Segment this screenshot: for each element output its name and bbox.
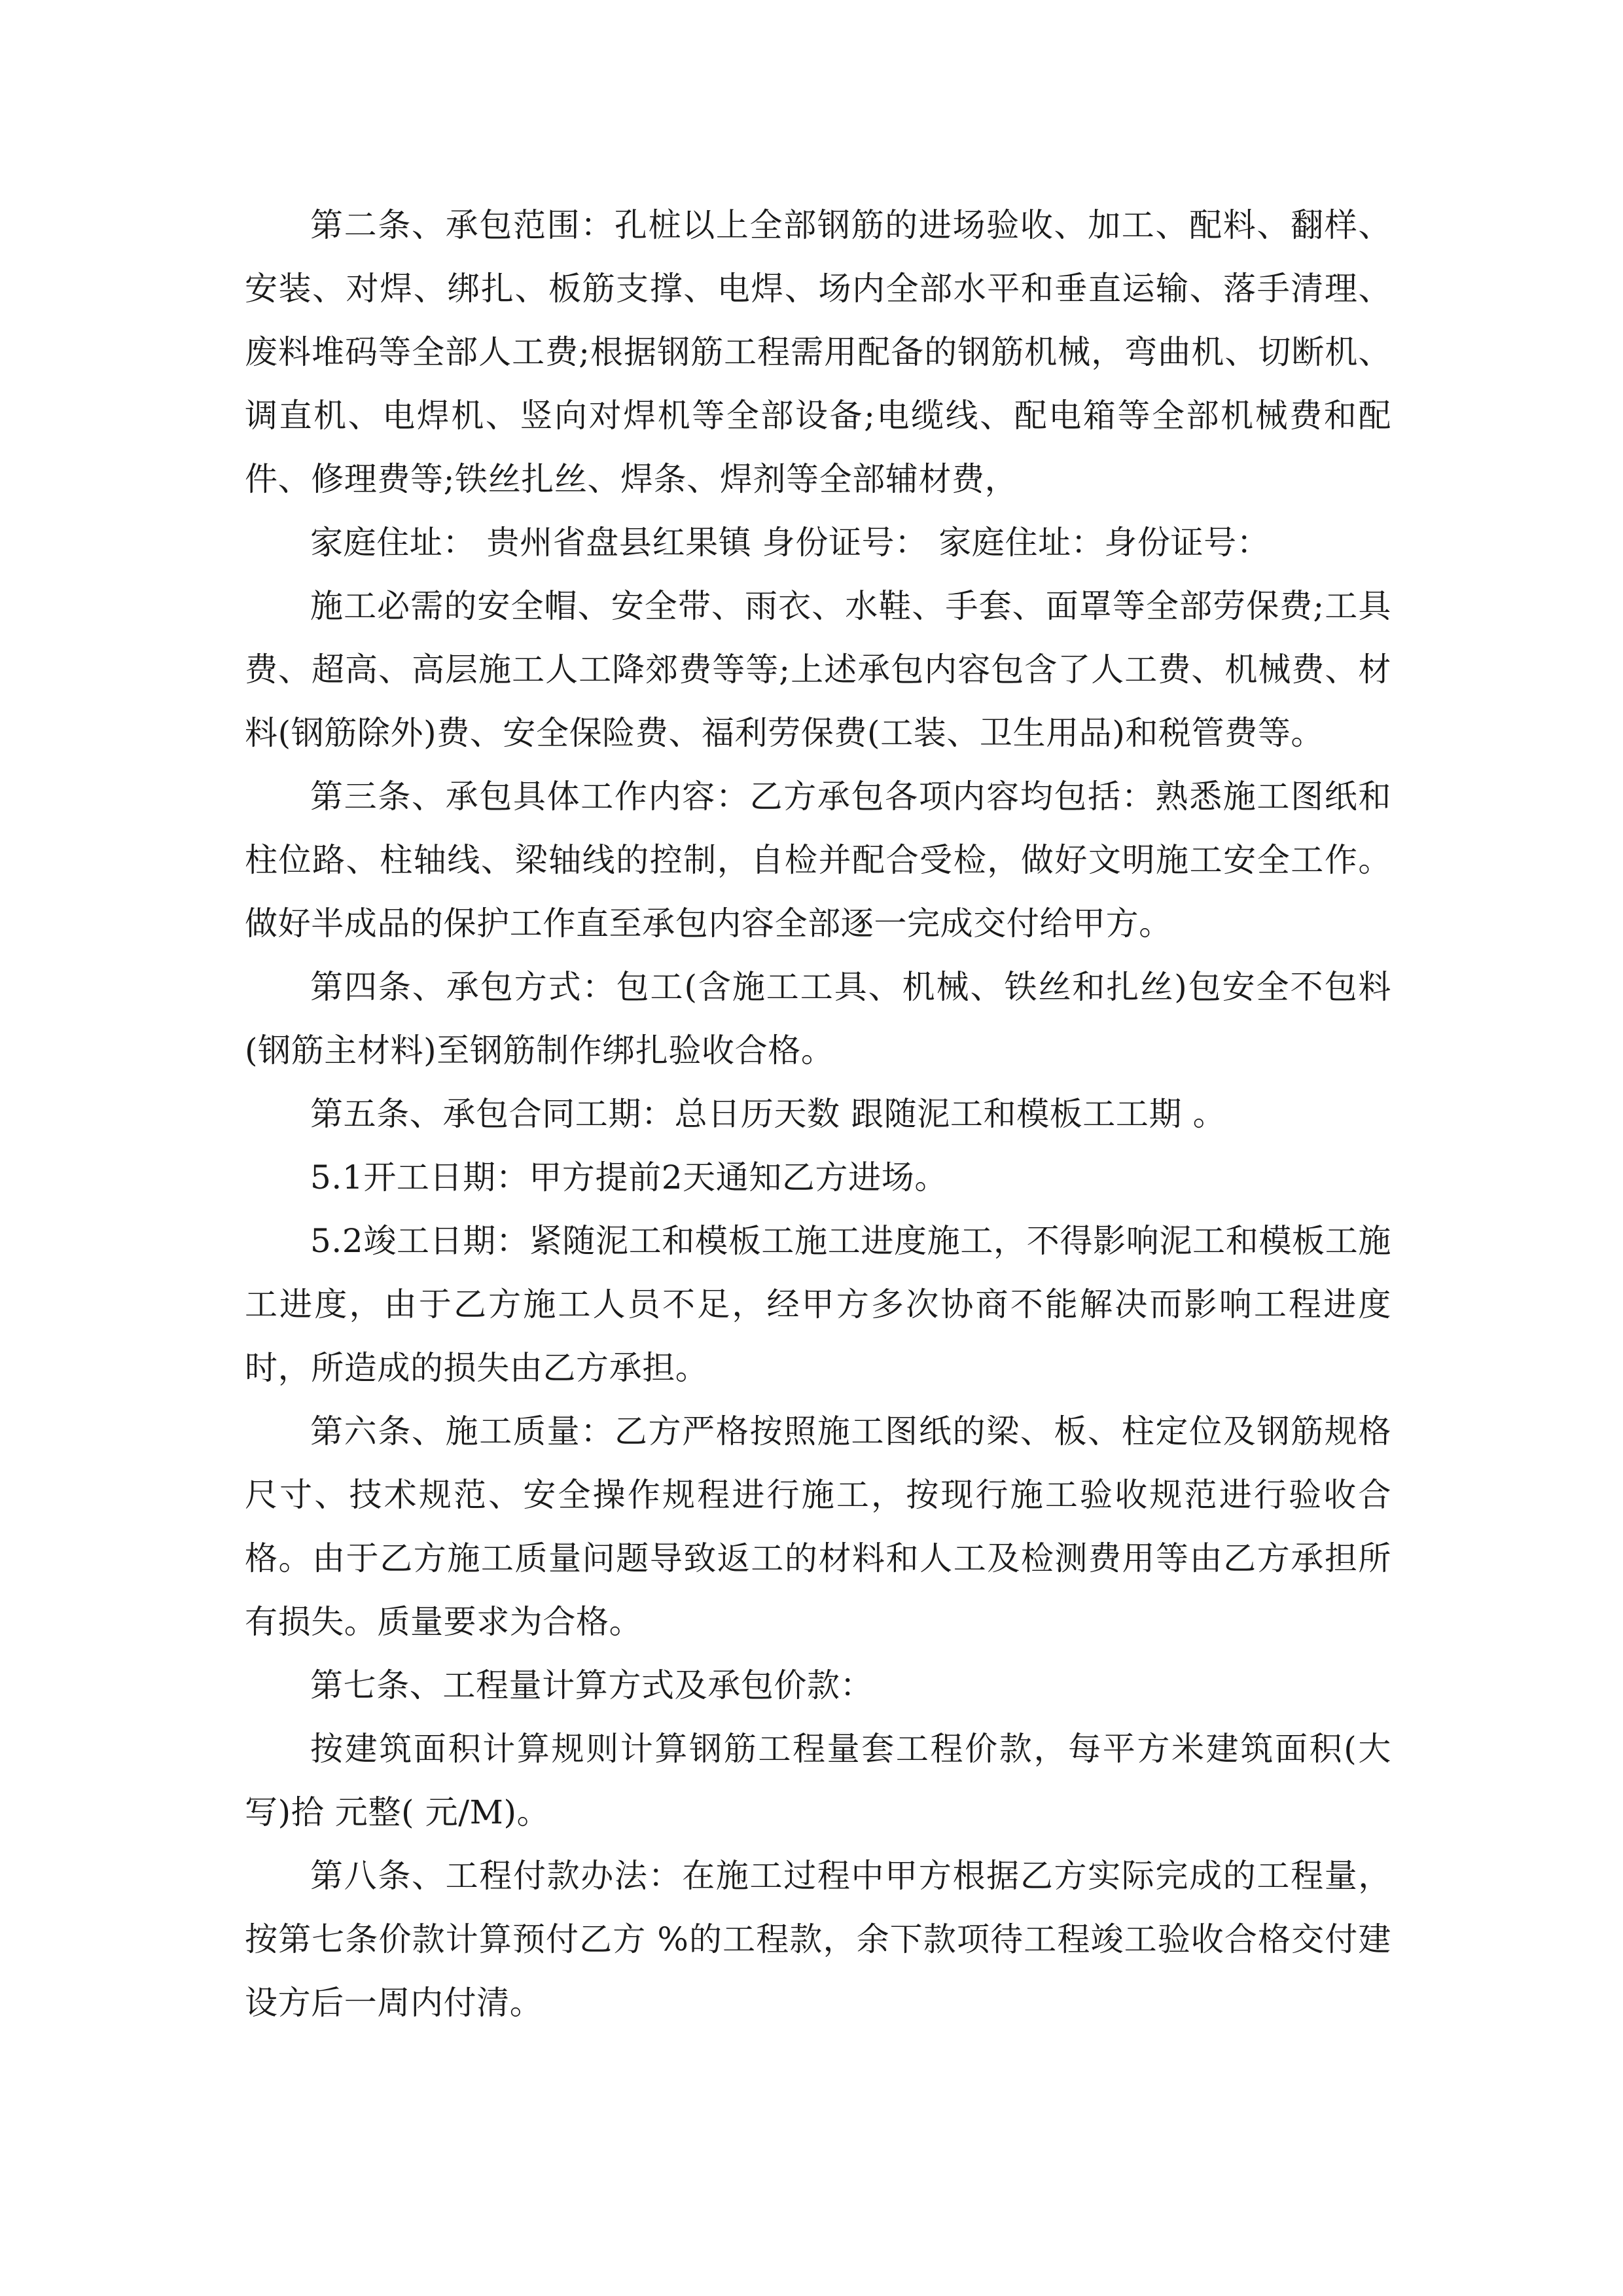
paragraph-article-6-quality: 第六条、施工质量：乙方严格按照施工图纸的梁、板、柱定位及钢筋规格尺寸、技术规范、安全操作规程进行施工，按现行施工验收规范进行验收合格。由于乙方施工质量问题导致返工的材料和人工及检测费用等由乙方承担所有损失。质量要求为合格。 xyxy=(245,1412,1391,1641)
paragraph-article-7-heading: 第七条、工程量计算方式及承包价款： xyxy=(310,1666,874,1704)
paragraph-safety-equipment: 施工必需的安全帽、安全带、雨衣、水鞋、手套、面罩等全部劳保费;工具费、超高、高层施工人工降郊费等等;上述承包内容包含了人工费、机械费、材料(钢筋除外)费、安全保险费、福利劳保费(工装、卫生用品)和税管费等。 xyxy=(245,587,1391,752)
paragraph-article-3-work-content: 第三条、承包具体工作内容：乙方承包各项内容均包括：熟悉施工图纸和柱位路、柱轴线、梁轴线的控制，自检并配合受检，做好文明施工安全工作。做好半成品的保护工作直至承包内容全部逐一完成交付给甲方。 xyxy=(245,778,1391,942)
paragraph-article-2-scope: 第二条、承包范围：孔桩以上全部钢筋的进场验收、加工、配料、翻样、安装、对焊、绑扎、板筋支撑、电焊、场内全部水平和垂直运输、落手清理、废料堆码等全部人工费;根据钢筋工程需用配备的钢筋机械，弯曲机、切断机、调直机、电焊机、竖向对焊机等全部设备;电缆线、配电箱等全部机械费和配件、修理费等;铁丝扎丝、焊条、焊剂等全部辅材费， xyxy=(245,206,1391,498)
paragraph-article-8-payment: 第八条、工程付款办法：在施工过程中甲方根据乙方实际完成的工程量，按第七条价款计算预付乙方 %的工程款，余下款项待工程竣工验收合格交付建设方后一周内付清。 xyxy=(245,1857,1391,2022)
paragraph-home-address: 家庭住址： 贵州省盘县红果镇 身份证号： 家庭住址：身份证号： xyxy=(310,524,1270,562)
paragraph-5-2-completion-date: 5.2竣工日期：紧随泥工和模板工施工进度施工，不得影响泥工和模板工施工进度，由于乙方施工人员不足，经甲方多次协商不能解决而影响工程进度时，所造成的损失由乙方承担。 xyxy=(245,1222,1391,1387)
paragraph-5-1-start-date: 5.1开工日期：甲方提前2天通知乙方进场。 xyxy=(310,1158,948,1196)
paragraph-article-5-duration: 第五条、承包合同工期：总日历天数 跟随泥工和模板工工期 。 xyxy=(310,1095,1226,1133)
paragraph-article-4-contract-method: 第四条、承包方式：包工(含施工工具、机械、铁丝和扎丝)包安全不包料(钢筋主材料)至钢筋制作绑扎验收合格。 xyxy=(245,968,1391,1069)
document-body xyxy=(245,194,1391,2035)
paragraph-article-7-price: 按建筑面积计算规则计算钢筋工程量套工程价款，每平方米建筑面积(大写)拾 元整( 元/M)。 xyxy=(245,1730,1391,1831)
